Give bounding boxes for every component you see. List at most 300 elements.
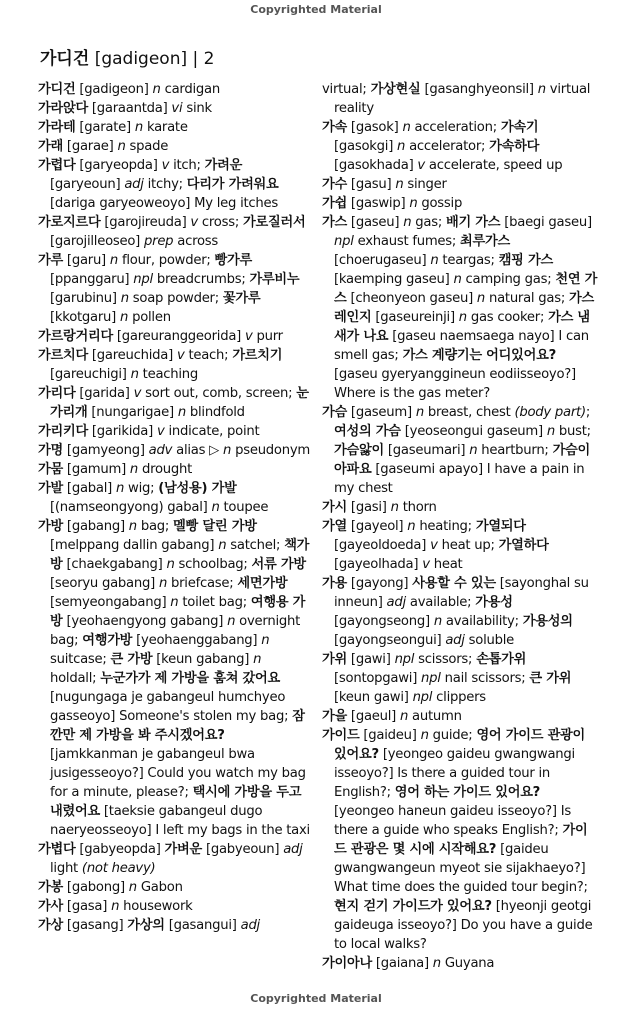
entry-part-of-speech: n (117, 139, 126, 154)
entry-part-of-speech: n (453, 272, 462, 287)
entry-part-of-speech: v (133, 386, 142, 401)
dictionary-entry (322, 726, 598, 954)
entry-text: indicate, point (164, 424, 260, 439)
entry-part-of-speech: v (161, 158, 170, 173)
entry-text: [gaeul] (346, 709, 400, 724)
entry-text: [gaswip] (346, 196, 410, 211)
entry-text: [gayongseong] (334, 614, 434, 629)
entry-headword: 큰 가방 (110, 652, 153, 667)
entry-headword: 배기 가스 (445, 215, 501, 230)
entry-part-of-speech: npl (412, 690, 433, 705)
entry-part-of-speech: v (156, 424, 165, 439)
entry-part-of-speech: n (537, 82, 546, 97)
entry-part-of-speech: adj (283, 842, 303, 857)
entry-text: virtual reality (334, 82, 591, 116)
entry-headword: 가이아나 (322, 956, 372, 971)
entry-headword: 가열 (322, 519, 347, 534)
entry-headword: 가열하다 (498, 538, 549, 553)
entry-headword: 손톱가위 (476, 652, 527, 667)
entry-headword: 영어 가이드 관광이 있어요? (334, 728, 586, 762)
entry-headword: 다리가 가려워요 (186, 177, 279, 192)
dictionary-entry (322, 213, 598, 403)
entry-headword: 가쉽 (322, 196, 347, 211)
entry-text: karate (143, 120, 188, 135)
entry-headword: 가봉 (38, 880, 63, 895)
entry-text: light (50, 861, 82, 876)
entry-headword: 가상 (38, 918, 63, 933)
dictionary-entry (322, 517, 598, 574)
entry-headword: 가슴 (322, 405, 347, 420)
entry-part-of-speech: adv (148, 443, 173, 458)
entry-text: [gaseumi apayo] I have a pain in my chest (334, 462, 585, 496)
entry-headword: 가뭄 (38, 462, 63, 477)
entry-text: teach; (184, 348, 233, 363)
entry-text: camping gas; (461, 272, 556, 287)
copyright-notice-top: Copyrighted Material (250, 3, 382, 16)
entry-text: clippers (432, 690, 486, 705)
entry-text: [gaseu] (346, 215, 404, 230)
entry-part-of-speech: adj (240, 918, 260, 933)
entry-text: [choerugaseu] (334, 253, 431, 268)
dictionary-entry (322, 498, 598, 517)
dictionary-entry (38, 916, 310, 935)
entry-text: [gabal] (62, 481, 116, 496)
entry-text: nail scissors; (440, 671, 530, 686)
entry-headword: 현지 걷기 가이드가 있어요? (334, 899, 492, 914)
entry-text: [gaideu gwangwangeun myeot sie sijakhaeyo?] What time does the guided tour begin?; (334, 842, 588, 895)
entry-headword: 가을 (322, 709, 347, 724)
dictionary-entry (38, 327, 310, 346)
entry-part-of-speech: n (128, 519, 137, 534)
entry-headword: 가용성 (475, 595, 513, 610)
entry-text: heat (429, 557, 463, 572)
entry-headword: (남성용) 가발 (158, 481, 237, 496)
dictionary-entry (322, 194, 598, 213)
entry-part-of-speech: n (433, 614, 442, 629)
entry-headword: 가르치기 (232, 348, 283, 363)
entry-text: suitcase; (50, 652, 111, 667)
dictionary-entry (38, 840, 310, 878)
entry-part-of-speech: n (128, 880, 137, 895)
entry-part-of-speech: n (120, 291, 129, 306)
entry-text: [nungarigae] (87, 405, 178, 420)
entry-text: [garu] (62, 253, 110, 268)
entry-text: [yeongeo gaideu gwangwangi isseoyo?] Is there a guided tour in English?; (334, 747, 575, 800)
entry-text: [yeoseongui gaseum] (400, 424, 547, 439)
entry-text: ; (585, 405, 591, 420)
entry-text: [yeohaengyong gabang] (62, 614, 228, 629)
entry-text: [gaseu gyeryanggineun eodiisseoyo?] Where is the gas meter? (334, 367, 576, 401)
entry-part-of-speech: v (245, 329, 253, 344)
entry-text: [yeongeo haneun gaideu isseoyo?] Is there a guide who speaks English?; (334, 804, 572, 838)
entry-part-of-speech: n (397, 139, 406, 154)
entry-text: housework (119, 899, 193, 914)
entry-headword: 가슴앓이 (334, 443, 384, 458)
entry-text: [gareuranggeorida] (112, 329, 245, 344)
entry-part-of-speech: prep (144, 234, 174, 249)
entry-text: [semyeongabang] (50, 595, 171, 610)
entry-text: [keun gawi] (334, 690, 413, 705)
entry-part-of-speech: n (400, 709, 409, 724)
entry-text: [gayeol] (346, 519, 408, 534)
entry-text: heartburn; (477, 443, 553, 458)
entry-text: [garyeoun] (50, 177, 125, 192)
dictionary-entry (38, 878, 310, 897)
entry-headword: 여성의 가슴 (334, 424, 401, 439)
entry-text: [gareuchigi] (50, 367, 131, 382)
entry-text: [keun gabang] (152, 652, 254, 667)
entry-part-of-speech: n (129, 462, 139, 477)
entry-headword: 최루가스 (460, 234, 510, 249)
entry-part-of-speech: n (420, 728, 429, 743)
dictionary-entry (38, 479, 310, 517)
page-header (40, 44, 214, 69)
entry-text: [garyeopda] (75, 158, 162, 173)
entry-text: sort out, comb, screen; (141, 386, 297, 401)
entry-text: [yeohaenggabang] (132, 633, 262, 648)
entry-headword: 멜빵 달린 가방 (173, 519, 257, 534)
entry-text: satchel; (226, 538, 285, 553)
dictionary-entry (38, 460, 310, 479)
entry-headword: 눈가리개 (50, 386, 309, 420)
entry-text: [gayeolhada] (334, 557, 423, 572)
entry-text: [gasa] (62, 899, 112, 914)
entry-part-of-speech: v (430, 538, 438, 553)
entry-headword: 가벼운 (164, 842, 202, 857)
entry-text: [nugungaga je gabangeul humchyeo gasseoyo] Someone's stolen my bag; (50, 690, 293, 724)
entry-headword: 가르랑거리다 (38, 329, 113, 344)
entry-part-of-speech: n (390, 500, 399, 515)
entry-text: [gaseumari] (383, 443, 470, 458)
entry-headword: 가위 (322, 652, 347, 667)
entry-headword: 책가방 (50, 538, 310, 572)
entry-text: accelerator; (405, 139, 490, 154)
entry-part-of-speech: adj (124, 177, 144, 192)
entry-part-of-speech: n (166, 557, 175, 572)
entry-text: [garojireuda] (100, 215, 191, 230)
entry-text: [gayeoldoeda] (334, 538, 431, 553)
entry-text: gas; (411, 215, 446, 230)
entry-text: [garikida] (87, 424, 157, 439)
entry-headword: 여행용 가방 (50, 595, 306, 629)
entry-text: [gabang] (62, 519, 129, 534)
dictionary-entry (322, 175, 598, 194)
entry-text: [garojilleoseo] (50, 234, 145, 249)
entry-headword: 세면가방 (237, 576, 288, 591)
entry-text: sink (182, 101, 212, 116)
entry-text: [gasanghyeonsil] (420, 82, 538, 97)
entry-text: [ppanggaru] (50, 272, 134, 287)
entry-text: overnight bag; (50, 614, 301, 648)
entry-headword: 서류 가방 (251, 557, 306, 572)
entry-text: [(namseongyong) gabal] (50, 500, 212, 515)
header-romanization: [gadigeon] (94, 49, 188, 69)
entry-text: [gaiana] (371, 956, 433, 971)
entry-headword: 가스 (322, 215, 347, 230)
entry-text: scissors; (414, 652, 477, 667)
entry-headword: 가스레인지 (334, 291, 594, 325)
entry-text: Guyana (440, 956, 495, 971)
dictionary-entry (322, 650, 598, 707)
entry-part-of-speech: n (227, 614, 236, 629)
entry-text: Gabon (136, 880, 183, 895)
entry-headword: 빵가루 (214, 253, 252, 268)
entry-text: [gaseu naemsaega nayo] I can smell gas; (334, 329, 589, 363)
entry-part-of-speech: n (409, 196, 418, 211)
dictionary-entry (322, 80, 598, 118)
entry-part-of-speech: n (170, 595, 179, 610)
entry-part-of-speech: n (403, 215, 412, 230)
entry-headword: 가라앉다 (38, 101, 88, 116)
entry-text: bag; (136, 519, 174, 534)
entry-part-of-speech: n (223, 443, 232, 458)
entry-text: heating; (415, 519, 476, 534)
entry-text: purr (252, 329, 283, 344)
dictionary-entry (322, 707, 598, 726)
left-column (38, 80, 310, 935)
right-column (322, 80, 598, 973)
dictionary-entry (38, 346, 310, 384)
entry-part-of-speech: n (261, 633, 270, 648)
entry-text: [hyeonji geotgi gaideuga isseoyo?] Do you have a guide to local walks? (334, 899, 593, 952)
entry-headword: 가열되다 (475, 519, 526, 534)
dictionary-entry (38, 517, 310, 840)
dictionary-entry (38, 137, 310, 156)
entry-headword: 캠핑 가스 (498, 253, 553, 268)
entry-headword: 가속기 (500, 120, 539, 135)
entry-text: teargas; (438, 253, 499, 268)
entry-text: blindfold (185, 405, 245, 420)
entry-text: [gayong] (346, 576, 413, 591)
entry-headword: 가루 (38, 253, 63, 268)
entry-headword: 가렵다 (38, 158, 76, 173)
entry-text: toilet bag; (178, 595, 251, 610)
dictionary-entry (322, 118, 598, 175)
entry-part-of-speech: n (177, 405, 186, 420)
entry-part-of-speech: n (402, 120, 411, 135)
entry-headword: 가상현실 (370, 82, 421, 97)
entry-text: [gasi] (346, 500, 391, 515)
entry-text: natural gas; (485, 291, 569, 306)
entry-headword: 가상의 (127, 918, 165, 933)
entry-headword: 가이드 (322, 728, 360, 743)
entry-part-of-speech: v (190, 215, 198, 230)
entry-text: spade (125, 139, 169, 154)
entry-text: cardigan (160, 82, 220, 97)
entry-part-of-speech: v (417, 158, 425, 173)
entry-text: schoolbag; (174, 557, 252, 572)
entry-part-of-speech: n (546, 424, 555, 439)
entry-text: [gareuchida] (87, 348, 177, 363)
dictionary-entry (38, 422, 310, 441)
entry-part-of-speech: adj (386, 595, 406, 610)
entry-text: [gawi] (346, 652, 395, 667)
entry-text: soluble (464, 633, 515, 648)
entry-text: teaching (138, 367, 199, 382)
entry-text: gas cooker; (466, 310, 549, 325)
dictionary-entry (322, 403, 598, 498)
entry-text: [baegi gaseu] (500, 215, 592, 230)
entry-headword: 가루비누 (249, 272, 300, 287)
entry-text: bust; (554, 424, 591, 439)
entry-text: alias ▷ (172, 443, 224, 458)
entry-text: [garate] (75, 120, 135, 135)
entry-part-of-speech: adj (445, 633, 465, 648)
entry-text: [gasangui] (164, 918, 241, 933)
entry-part-of-speech: v (176, 348, 185, 363)
entry-text: [gaseureinji] (371, 310, 459, 325)
entry-text: [sontopgawi] (334, 671, 422, 686)
entry-headword: 가라테 (38, 120, 76, 135)
entry-headword: 택시에 가방을 두고 내렸어요 (50, 785, 302, 819)
entry-headword: 누군가가 제 가방을 훔쳐 갔어요 (100, 671, 280, 686)
entry-text: acceleration; (410, 120, 501, 135)
entry-part-of-speech: npl (133, 272, 153, 287)
entry-text: [garubinu] (50, 291, 121, 306)
entry-text: autumn (408, 709, 462, 724)
dictionary-entry (322, 954, 598, 973)
entry-headword: 가래 (38, 139, 63, 154)
entry-text: [melppang dallin gabang] (50, 538, 219, 553)
entry-part-of-speech: n (158, 576, 168, 591)
entry-text: [chaekgabang] (62, 557, 167, 572)
entry-part-of-speech: n (430, 253, 439, 268)
entry-text: virtual; (322, 82, 371, 97)
header-headword: 가디건 (40, 49, 90, 69)
copyright-notice-bottom: Copyrighted Material (250, 992, 382, 1005)
entry-text: [sayonghal su inneun] (334, 576, 589, 610)
entry-text: heat up; (437, 538, 499, 553)
entry-headword: 가로질러서 (243, 215, 306, 230)
entry-text: breast, chest (423, 405, 515, 420)
entry-part-of-speech: n (432, 956, 441, 971)
entry-part-of-speech: n (253, 652, 262, 667)
entry-headword: 가디건 (38, 82, 76, 97)
entry-text: [gasokhada] (334, 158, 418, 173)
entry-text: briefcase; (167, 576, 238, 591)
entry-part-of-speech: n (211, 500, 220, 515)
dictionary-entry (38, 156, 310, 213)
entry-text: itchy; (143, 177, 187, 192)
entry-headword: 가용 (322, 576, 347, 591)
entry-headword: 가명 (38, 443, 63, 458)
dictionary-entry (38, 384, 310, 422)
entry-part-of-speech: n (152, 82, 161, 97)
entry-text: [jamkkanman je gabangeul bwa jusigesseoyo?] Could you watch my bag for a minute, please?; (50, 747, 306, 800)
entry-part-of-speech: v (422, 557, 430, 572)
entry-headword: 가리다 (38, 386, 76, 401)
entry-text: [kkotgaru] (50, 310, 121, 325)
entry-text: [gaseum] (346, 405, 416, 420)
entry-part-of-speech: npl (334, 234, 354, 249)
entry-text: [gadigeon] (75, 82, 153, 97)
entry-headword: 여행가방 (82, 633, 133, 648)
entry-text: accelerate, speed up (424, 158, 563, 173)
entry-part-of-speech: n (134, 120, 143, 135)
entry-headword: 영어 하는 가이드 있어요? (394, 785, 541, 800)
entry-text: [gasokgi] (334, 139, 398, 154)
entry-headword: 가스 계량기는 어디있어요? (402, 348, 557, 363)
entry-text: across (173, 234, 219, 249)
entry-text: flour, powder; (118, 253, 215, 268)
entry-text: thorn (398, 500, 437, 515)
entry-part-of-speech: n (109, 253, 118, 268)
entry-part-of-speech: n (111, 899, 120, 914)
entry-part-of-speech: n (469, 443, 478, 458)
dictionary-entry (38, 441, 310, 460)
entry-part-of-speech: vi (171, 101, 183, 116)
entry-part-of-speech: (body part) (514, 405, 586, 420)
entry-text: [gabyeopda] (75, 842, 165, 857)
entry-part-of-speech: n (120, 310, 129, 325)
entry-text: cross; (197, 215, 244, 230)
entry-part-of-speech: n (130, 367, 139, 382)
entry-headword: 천연 가스 (334, 272, 598, 306)
entry-text: availability; (441, 614, 523, 629)
dictionary-entry (38, 251, 310, 327)
entry-text: pollen (128, 310, 171, 325)
entry-headword: 가사 (38, 899, 63, 914)
entry-part-of-speech: (not heavy) (81, 861, 156, 876)
entry-text: [gayongseongui] (334, 633, 446, 648)
entry-text: holdall; (50, 671, 101, 686)
entry-part-of-speech: npl (421, 671, 441, 686)
entry-part-of-speech: npl (394, 652, 415, 667)
entry-text: [gaideu] (359, 728, 421, 743)
dictionary-entry (38, 897, 310, 916)
entry-text: [gabyeoun] (202, 842, 284, 857)
dictionary-entry (322, 574, 598, 650)
entry-headword: 가리키다 (38, 424, 88, 439)
entry-text: guide; (428, 728, 477, 743)
entry-text: [gamyeong] (62, 443, 149, 458)
dictionary-entry (38, 118, 310, 137)
dictionary-entry (38, 213, 310, 251)
entry-headword: 가발 (38, 481, 63, 496)
entry-text: [kaemping gaseu] (334, 272, 454, 287)
entry-text: itch; (169, 158, 205, 173)
entry-part-of-speech: n (476, 291, 486, 306)
entry-text: [cheonyeon gaseu] (346, 291, 477, 306)
entry-text: pseudonym (231, 443, 310, 458)
entry-text: exhaust fumes; (353, 234, 461, 249)
entry-headword: 가용성의 (522, 614, 573, 629)
entry-part-of-speech: n (218, 538, 227, 553)
entry-text: [garaantda] (87, 101, 172, 116)
entry-part-of-speech: n (115, 481, 125, 496)
entry-text: [gabong] (62, 880, 129, 895)
dictionary-entry (38, 80, 310, 99)
entry-headword: 큰 가위 (529, 671, 572, 686)
header-page-number: | 2 (192, 49, 215, 69)
dictionary-entry (38, 99, 310, 118)
entry-headword: 가볍다 (38, 842, 76, 857)
entry-text: [gasu] (346, 177, 396, 192)
entry-text: [garida] (75, 386, 134, 401)
entry-text: gossip (417, 196, 463, 211)
entry-headword: 잠깐만 제 가방을 봐 주시겠어요? (50, 709, 305, 743)
entry-text: [garae] (62, 139, 118, 154)
entry-headword: 가시 (322, 500, 347, 515)
entry-headword: 가스 냄새가 나요 (334, 310, 590, 344)
entry-headword: 가속하다 (489, 139, 540, 154)
entry-part-of-speech: n (407, 519, 416, 534)
entry-text: drought (138, 462, 193, 477)
entry-text: soap powder; (128, 291, 223, 306)
entry-headword: 가방 (38, 519, 63, 534)
entry-text: toupee (219, 500, 269, 515)
entry-text: [seoryu gabang] (50, 576, 159, 591)
